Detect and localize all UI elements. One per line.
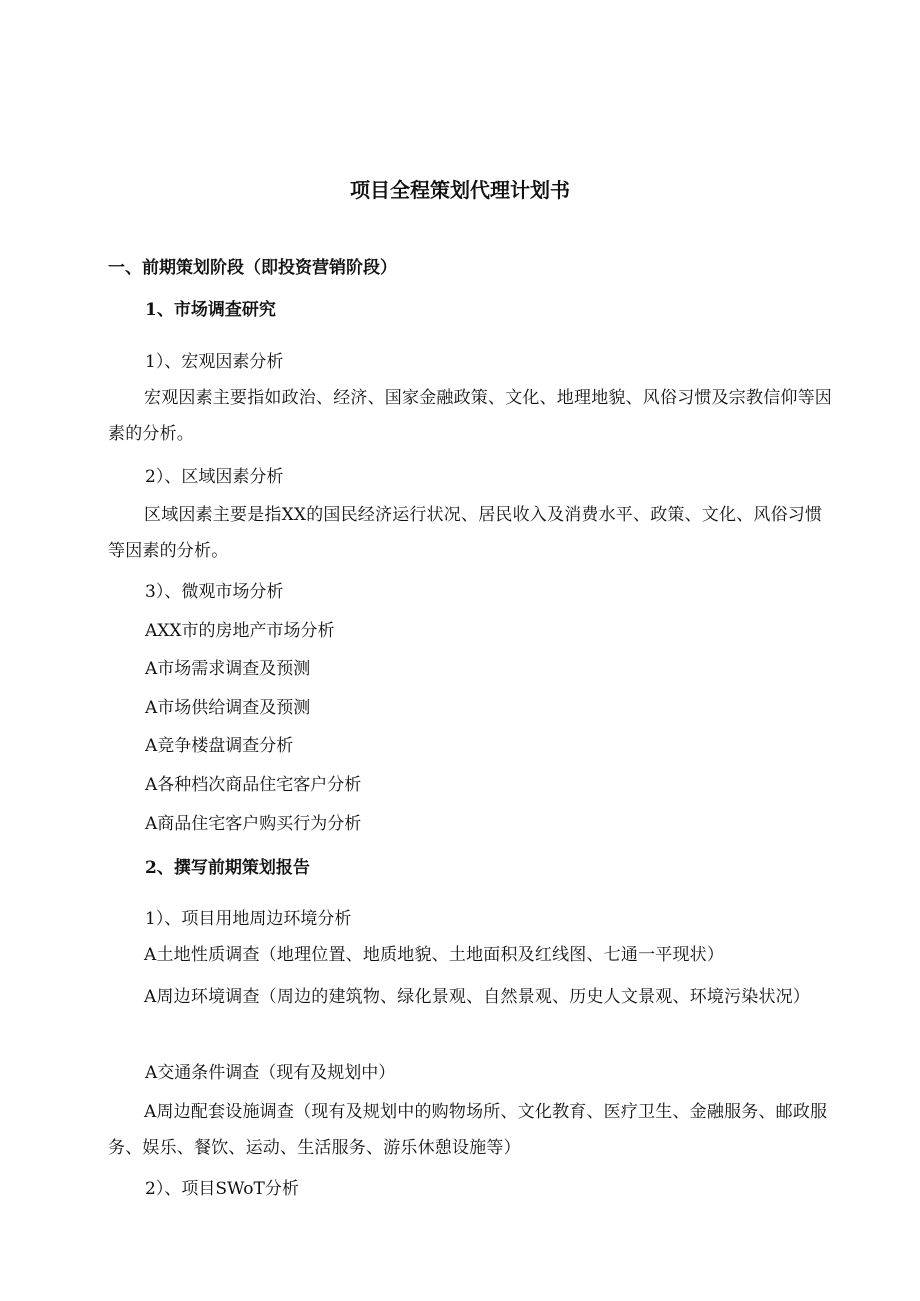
subheading-market-research: 1、市场调查研究: [145, 300, 276, 320]
list-item: A市场需求调查及预测: [145, 659, 311, 679]
section-heading-1: 一、前期策划阶段（即投资营销阶段）: [108, 258, 397, 278]
item-micro-market: 3）、微观市场分析: [145, 582, 284, 602]
list-item: A各种档次商品住宅客户分析: [145, 775, 362, 795]
item-regional-factors: 2）、区域因素分析: [145, 467, 284, 487]
subheading-preliminary-report: 2、撰写前期策划报告: [145, 858, 310, 878]
list-item: A交通条件调查（现有及规划中）: [145, 1063, 396, 1083]
list-item: A竞争楼盘调查分析: [145, 736, 294, 756]
paragraph-regional-factors: 区域因素主要是指XX的国民经济运行状况、居民收入及消费水平、政策、文化、风俗习惯等因素的分析。: [108, 505, 823, 561]
paragraph-macro-factors: 宏观因素主要指如政治、经济、国家金融政策、文化、地理地貌、风俗习惯及宗教信仰等因素的分析。: [108, 388, 832, 444]
list-item: A市场供给调查及预测: [145, 698, 311, 718]
item-swot-analysis: 2）、项目SWoT分析: [145, 1179, 299, 1199]
paragraph-land-survey: A土地性质调查（地理位置、地质地貌、土地面积及红线图、七通一平现状）: [144, 945, 725, 965]
paragraph-surrounding-environment: A周边环境调查（周边的建筑物、绿化景观、自然景观、历史人文景观、环境污染状况）: [144, 987, 811, 1007]
item-site-environment: 1）、项目用地周边环境分析: [145, 909, 352, 929]
paragraph-supporting-facilities: A周边配套设施调查（现有及规划中的购物场所、文化教育、医疗卫生、金融服务、邮政服务、娱乐、餐饮、运动、生活服务、游乐休憩设施等）: [108, 1102, 828, 1158]
document-title: 项目全程策划代理计划书: [350, 178, 570, 202]
list-item: AXX市的房地产市场分析: [145, 621, 335, 641]
list-item: A商品住宅客户购买行为分析: [145, 814, 362, 834]
item-macro-factors: 1）、宏观因素分析: [145, 352, 284, 372]
